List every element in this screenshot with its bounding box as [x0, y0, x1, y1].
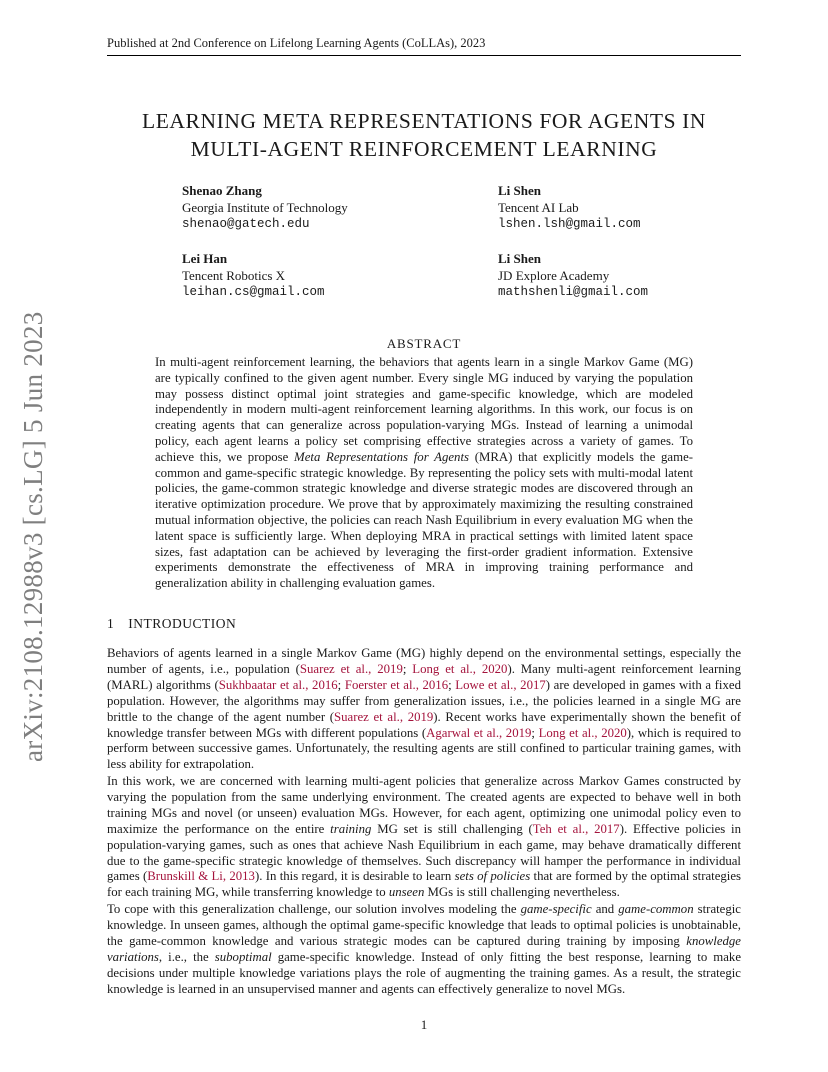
citation-link[interactable]: Teh et al., 2017	[532, 821, 620, 836]
citation-link[interactable]: Lowe et al., 2017	[455, 677, 546, 692]
author-block	[498, 183, 641, 233]
author-affiliation: JD Explore Academy	[498, 267, 610, 283]
abstract-text: In multi-agent reinforcement learning, the behaviors that agents learn in a single Markov Game (MG) are typically confined to the given agent number. Every single MG induced by varying the population may possess distinct optimal joint strategies and game-specific knowledge, which are modeled independently in modern multi-agent reinforcement learning algorithms. In this work, our focus is on creating agents that can generalize across population-varying MGs. Instead of learning a unimodal policy, each agent learns a policy set comprising effective strategies across a variety of games. To achieve this, we propose Meta Representations for Agents (MRA) that explicitly models the game-common and game-specific strategic knowledge. By representing the policy sets with multi-modal latent policies, the game-common strategic knowledge and diverse strategic modes are discovered through an iterative optimization procedure. We prove that by approximately maximizing the resulting constrained mutual information objective, the policies can reach Nash Equilibrium in every evaluation MG when the latent space is sufficiently large. When deploying MRA in practical settings with limited latent space sizes, fast adaptation can be achieved by leveraging the first-order gradient information. Extensive experiments demonstrate the effectiveness of MRA in improving training performance and generalization ability in challenging evaluation games.	[155, 355, 694, 591]
author-affiliation: Tencent AI Lab	[498, 199, 579, 215]
citation-link[interactable]: Brunskill & Li, 2013	[147, 869, 255, 884]
author-email[interactable]: lshen.lsh@gmail.com	[498, 217, 641, 231]
citation-link[interactable]: Agarwal et al., 2019	[426, 725, 532, 740]
author-block	[498, 251, 648, 301]
author-affiliation: Georgia Institute of Technology	[182, 199, 348, 215]
author-name: Shenao Zhang	[182, 183, 262, 198]
paragraph: In this work, we are concerned with learning multi-agent policies that generalize across Markov Games constructed by varying the population from the same underlying environment. The created agents are expected to behave well in both training MGs and novel (or unseen) evaluation MGs. However, for each agent, optimizing one unimodal policy even to maximize the performance on the entire training MG set is still challenging (Teh et al., 2017). Effective policies in population-varying games, such as ones that achieve Nash Equilibrium in each game, may behave dramatically different due to the game-specific strategic knowledge of themselves. Such discrepancy will hamper the performance in individual games (Brunskill & Li, 2013). In this regard, it is desirable to learn sets of policies that are formed by the optimal strategies for each training MG, while transferring knowledge to unseen MGs is still challenging nevertheless.	[107, 774, 741, 900]
author-affiliation: Tencent Robotics X	[182, 267, 286, 283]
citation-link[interactable]: Foerster et al., 2016	[344, 677, 449, 692]
paragraph: Behaviors of agents learned in a single Markov Game (MG) highly depend on the environmental settings, especially the number of agents, i.e., population (Suarez et al., 2019; Long et al., 2020). Many multi-agent reinforcement learning (MARL) algorithms (Sukhbaatar et al., 2016; Foerster et al., 2016; Lowe et al., 2017) are developed in games with a fixed population. However, the algorithms may suffer from generalization issues, i.e., the policies learned in a single MG are brittle to the change of the agent number (Suarez et al., 2019). Recent works have experimentally shown the benefit of knowledge transfer between MGs with different populations (Agarwal et al., 2019; Long et al., 2020), which is required to perform between successive games. Unfortunately, the resulting agents are still confined to particular training games, with less ability for extrapolation.	[107, 646, 741, 772]
paper-title	[107, 107, 741, 163]
header-rule	[107, 55, 741, 56]
author-block	[182, 251, 325, 301]
author-email[interactable]: mathshenli@gmail.com	[498, 285, 649, 299]
citation-link[interactable]: Long et al., 2020	[412, 661, 508, 676]
section-number: 1	[107, 616, 115, 631]
author-name: Lei Han	[182, 251, 228, 266]
author-email[interactable]: leihan.cs@gmail.com	[182, 285, 325, 299]
page-number: 1	[420, 1017, 428, 1032]
paragraph: To cope with this generalization challenge, our solution involves modeling the game-specific and game-common strategic knowledge. In unseen games, although the optimal game-specific knowledge that leads to optimal policies is unobtainable, the game-common knowledge and various strategic modes can be captured during training by imposing knowledge variations, i.e., the suboptimal game-specific knowledge. Instead of only fitting the best response, learning to make decisions under multiple knowledge variations plays the role of augmenting the training games. As a result, the strategic knowledge is learned in an unsupervised manner and agents can effectively generalize to novel MGs.	[107, 902, 741, 996]
method-name: Meta Representations for Agents	[294, 449, 469, 464]
abstract-heading: ABSTRACT	[386, 336, 462, 351]
section-heading	[107, 616, 236, 632]
title-line-2: MULTI-AGENT REINFORCEMENT LEARNING	[190, 137, 658, 161]
arxiv-identifier: arXiv:2108.12988v3 [cs.LG] 5 Jun 2023	[18, 311, 48, 762]
citation-link[interactable]: Sukhbaatar et al., 2016	[218, 677, 338, 692]
running-header: Published at 2nd Conference on Lifelong Learning Agents (CoLLAs), 2023	[107, 36, 486, 50]
author-name: Li Shen	[498, 183, 541, 198]
title-line-1: LEARNING META REPRESENTATIONS FOR AGENTS IN	[141, 109, 707, 133]
citation-link[interactable]: Suarez et al., 2019	[299, 661, 403, 676]
author-block	[182, 183, 348, 233]
citation-link[interactable]: Long et al., 2020	[538, 725, 627, 740]
citation-link[interactable]: Suarez et al., 2019	[334, 709, 434, 724]
author-name: Li Shen	[498, 251, 541, 266]
author-email[interactable]: shenao@gatech.edu	[182, 217, 310, 231]
section-title: INTRODUCTION	[128, 616, 237, 631]
